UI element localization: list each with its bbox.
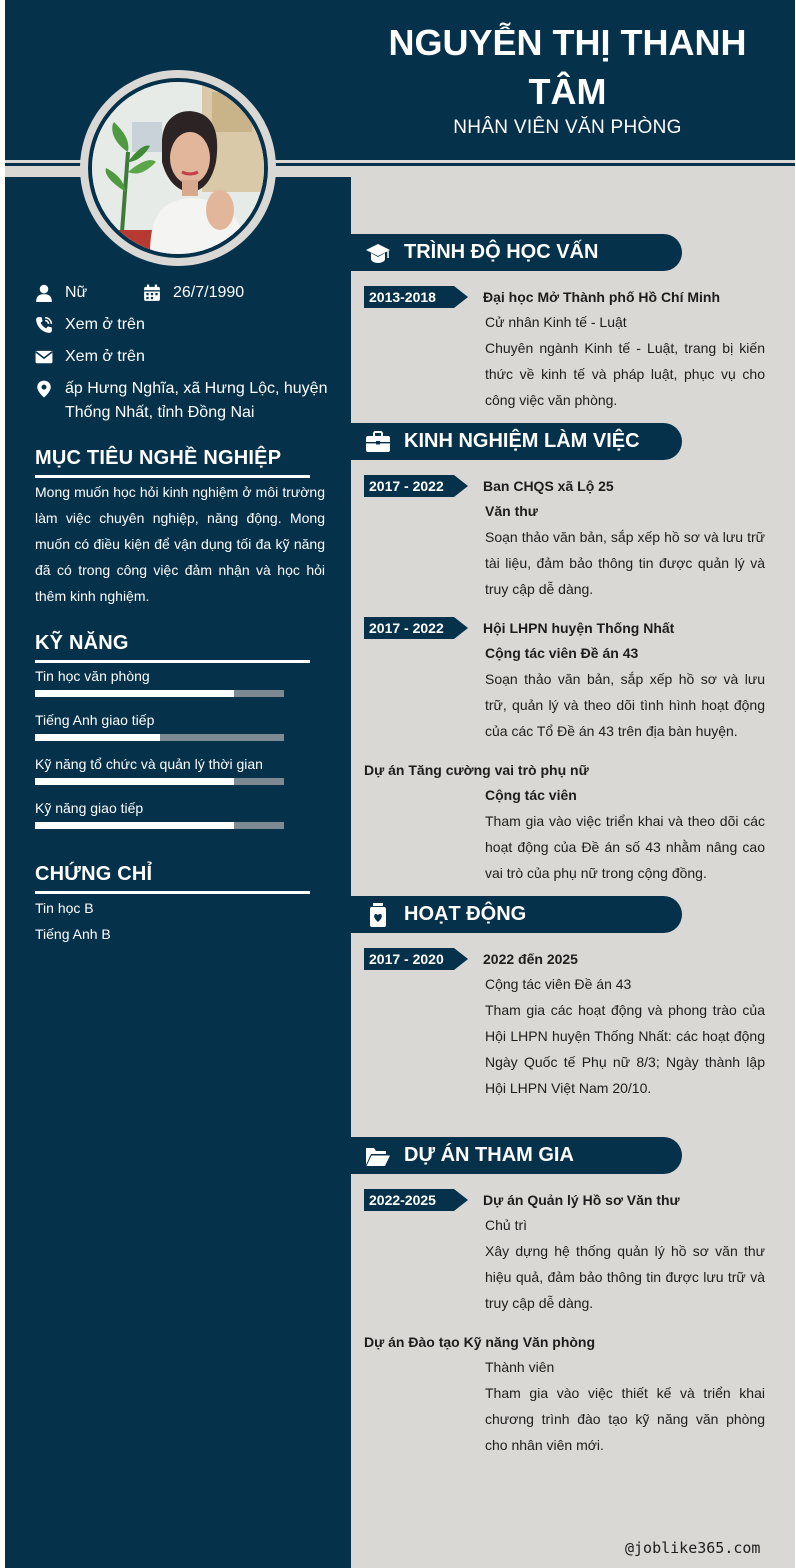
experience-description: Soạn thảo văn bản, sắp xếp hồ sơ và lưu trữ, quản lý và theo dõi tình hình hoạt động của các Tổ Đề án 43 trên địa bàn huyện. xyxy=(485,671,765,739)
project-description: Tham gia vào việc thiết kế và triển khai chương trình đào tạo kỹ năng văn phòng cho nhân viên mới. xyxy=(485,1385,765,1453)
cv-page xyxy=(5,0,795,1568)
email-item xyxy=(35,345,315,369)
activity-role: Cộng tác viên Đề án 43 xyxy=(485,976,632,992)
skill-bar-fill xyxy=(35,822,234,829)
skill-bar xyxy=(35,778,284,785)
birthday-value: 26/7/1990 xyxy=(173,284,245,301)
education-section-header xyxy=(351,234,682,271)
experience-role: Văn thư xyxy=(485,503,538,519)
skill-bar xyxy=(35,734,284,741)
experience-description: Soạn thảo văn bản, sắp xếp hồ sơ và lưu trữ tài liệu, đảm bảo thông tin được quản lý và truy cập dễ dàng. xyxy=(485,529,765,597)
education-title: TRÌNH ĐỘ HỌC VẤN xyxy=(404,241,599,263)
certificates-title: CHỨNG CHỈ xyxy=(35,863,153,885)
candidate-name: NGUYỄN THỊ THANH TÂM xyxy=(388,22,747,112)
address-line-1: ấp Hưng Nghĩa, xã Hưng Lộc, huyện xyxy=(65,380,328,397)
skill-bar xyxy=(35,822,284,829)
folder-open-icon xyxy=(365,1143,391,1169)
education-degree: Cử nhân Kinh tế - Luật xyxy=(485,314,627,330)
sidebar xyxy=(5,177,351,1568)
briefcase-icon xyxy=(365,429,391,455)
skill-name: Tiếng Anh giao tiếp xyxy=(35,712,155,728)
education-school: Đại học Mở Thành phố Hồ Chí Minh xyxy=(483,289,721,305)
activities-title: HOẠT ĐỘNG xyxy=(404,903,527,925)
experience-title: KINH NGHIỆM LÀM VIỆC xyxy=(404,430,640,452)
objective-text: Mong muốn học hỏi kinh nghiệm ở môi trường làm việc chuyên nghiệp, năng động. Mong muốn có điều kiện để vận dụng tối đa kỹ năng đã có trong công việc đảm nhận và học hỏi thêm kinh nghiệm. xyxy=(35,484,325,604)
birthday-item xyxy=(143,281,293,305)
watermark: @joblike365.com xyxy=(625,1539,761,1557)
experience-role: Cộng tác viên Đề án 43 xyxy=(485,645,639,661)
experience-org: Ban CHQS xã Lộ 25 xyxy=(483,478,614,494)
phone-icon xyxy=(35,316,53,334)
experience-section-header xyxy=(351,423,682,460)
gender-item xyxy=(35,281,155,305)
address-item xyxy=(35,377,335,425)
experience-role: Cộng tác viên xyxy=(485,787,577,803)
objective-divider xyxy=(35,475,310,478)
gender-value: Nữ xyxy=(65,284,88,301)
project-name: Dự án Đào tạo Kỹ năng Văn phòng xyxy=(364,1334,596,1350)
education-description: Chuyên ngành Kinh tế - Luật, trang bị kiến thức về kinh tế và pháp luật, phục vụ cho công việc văn phòng. xyxy=(485,340,765,408)
experience-period: 2017 - 2022 xyxy=(369,620,444,636)
skill-bar xyxy=(35,690,284,697)
envelope-icon xyxy=(35,348,53,366)
skill-bar-fill xyxy=(35,778,234,785)
job-title: NHÂN VIÊN VĂN PHÒNG xyxy=(453,117,682,138)
activities-section-header xyxy=(351,896,682,933)
certificate-item: Tin học B xyxy=(35,900,94,916)
certificates-divider xyxy=(35,891,310,894)
map-pin-icon xyxy=(35,380,53,398)
activity-org: 2022 đến 2025 xyxy=(483,951,578,967)
skills-divider xyxy=(35,660,310,663)
project-period: 2022-2025 xyxy=(369,1192,436,1208)
activity-period: 2017 - 2020 xyxy=(369,951,444,967)
project-role: Thành viên xyxy=(485,1359,555,1375)
heart-badge-icon xyxy=(365,902,391,928)
project-role: Chủ trì xyxy=(485,1217,528,1233)
experience-period: 2017 - 2022 xyxy=(369,478,444,494)
projects-title: DỰ ÁN THAM GIA xyxy=(404,1144,574,1166)
activity-description: Tham gia các hoạt động và phong trào của Hội LHPN huyện Thống Nhất: các hoạt động Ngày Quốc tế Phụ nữ 8/3; Ngày thành lập Hội LHPN Việt Nam 20/10. xyxy=(485,1002,765,1096)
calendar-icon xyxy=(143,284,161,302)
avatar xyxy=(92,82,264,254)
skill-name: Kỹ năng giao tiếp xyxy=(35,800,144,816)
experience-org: Dự án Tăng cường vai trò phụ nữ xyxy=(364,762,589,778)
phone-item xyxy=(35,313,315,337)
portrait-photo xyxy=(92,82,264,254)
skills-title: KỸ NĂNG xyxy=(35,632,129,654)
projects-section-header xyxy=(351,1137,682,1174)
phone-value: Xem ở trên xyxy=(65,316,145,333)
skill-name: Tin học văn phòng xyxy=(35,668,150,684)
email-value: Xem ở trên xyxy=(65,348,145,365)
skill-bar-fill xyxy=(35,690,234,697)
graduation-cap-icon xyxy=(365,240,391,266)
skill-name: Kỹ năng tổ chức và quản lý thời gian xyxy=(35,756,263,772)
project-name: Dự án Quản lý Hồ sơ Văn thư xyxy=(483,1192,680,1208)
user-icon xyxy=(35,284,53,302)
address-line-2: Thống Nhất, tỉnh Đồng Nai xyxy=(65,404,255,421)
skill-bar-fill xyxy=(35,734,160,741)
objective-title: MỤC TIÊU NGHỀ NGHIỆP xyxy=(35,447,282,469)
project-description: Xây dựng hệ thống quản lý hồ sơ văn thư hiệu quả, đảm bảo thông tin được lưu trữ và truy cập dễ dàng. xyxy=(485,1243,765,1311)
experience-description: Tham gia vào việc triển khai và theo dõi các hoạt động của Đề án số 43 nhằm nâng cao vai trò của phụ nữ trong cộng đồng. xyxy=(485,813,765,881)
certificate-item: Tiếng Anh B xyxy=(35,926,111,942)
education-period: 2013-2018 xyxy=(369,289,436,305)
experience-org: Hội LHPN huyện Thống Nhất xyxy=(483,620,675,636)
